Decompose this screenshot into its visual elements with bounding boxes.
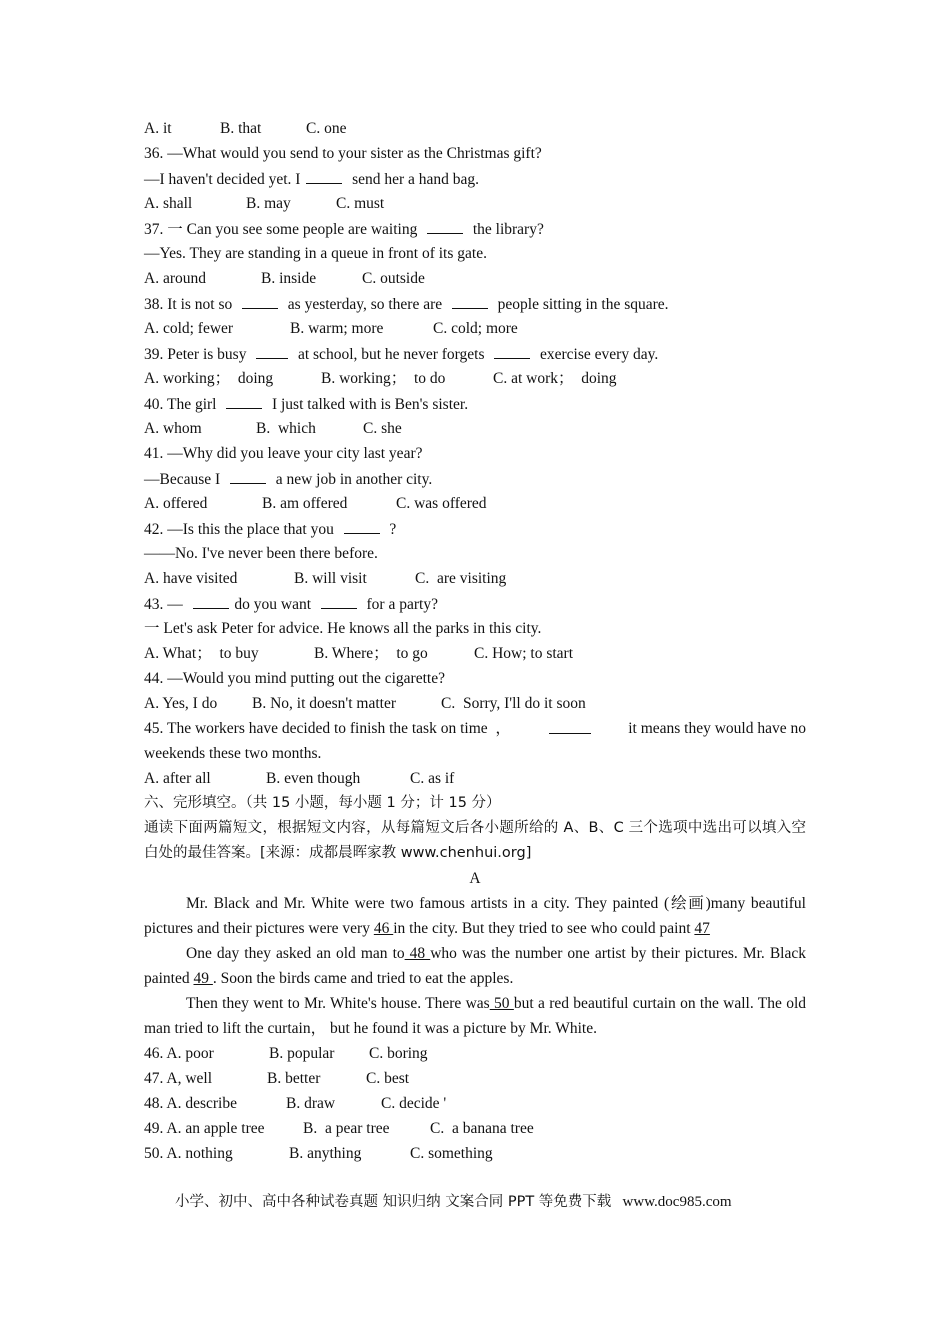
answer-blank [193,591,229,609]
question-45-cont: weekends these two months. [144,745,322,762]
blank-46: 46 [373,920,394,937]
exam-page [144,116,806,1166]
option: B. will visit [294,570,367,587]
text: at school, but he never forgets [297,346,485,363]
cloze-49-options [144,1116,806,1141]
answer-blank [549,716,591,734]
question-45 [144,716,806,741]
option: B. may [246,195,291,212]
blank-50: 50 [489,995,514,1012]
text: people sitting in the square. [497,296,669,313]
answer-blank [344,516,380,534]
q41-options [144,491,806,516]
text: 43. — [144,596,183,613]
option: C. are visiting [415,570,507,587]
passage-paragraph-1 [144,891,806,941]
q36-options [144,191,806,216]
text: a new job in another city. [275,471,433,488]
answer-blank [306,166,342,184]
text: —Because I [144,471,221,488]
q43-options [144,641,806,666]
answer-blank [321,591,357,609]
option: A. shall [144,195,193,212]
question-41: 41. —Why did you leave your city last year? [144,445,423,462]
option: A. around [144,270,206,287]
blank-48: 48 [404,945,431,962]
text: I just talked with is Ben's sister. [271,396,469,413]
option: A. after all [144,770,211,787]
option: A. it [144,120,172,137]
text: 39. Peter is busy [144,346,247,363]
option: C. she [363,420,402,437]
text: 37. 一 Can you see some people are waiting [144,221,418,238]
text: but a red beautiful curtain on the wall. The old man tried to lift the curtain， but he found it was a picture by Mr. White. [144,995,806,1037]
option: 48. A. describe [144,1095,237,1112]
option: B. am offered [262,495,348,512]
question-44: 44. —Would you mind putting out the cigarette? [144,670,445,687]
cloze-46-options [144,1041,806,1066]
option: C. at work； doing [493,370,617,387]
text: Then they went to Mr. White's house. There was [186,995,490,1012]
option: C. best [366,1070,410,1087]
option: 47. A, well [144,1070,213,1087]
option: B. a pear tree [303,1120,390,1137]
question-36-reply [144,166,806,191]
option: A. have visited [144,570,238,587]
answer-blank [242,291,278,309]
option: C. Sorry, I'll do it soon [441,695,586,712]
question-38 [144,291,806,316]
q37-options [144,266,806,291]
question-41-reply [144,466,806,491]
question-42 [144,516,806,541]
text: 42. —Is this the place that you [144,521,334,538]
section-title: 六、完形填空。（共 15 小题，每小题 1 分；计 15 分） [144,795,501,811]
text: Mr. Black and Mr. White were two famous artists in a city. They painted (绘画)many beautiful pictures and their pictures were very [144,895,806,937]
option: C. boring [369,1045,428,1062]
blank-49: 49 [193,970,213,987]
text: in the city. But they tried to see who could paint [393,920,691,937]
text: it means they would have no [628,720,806,737]
question-42-reply: ——No. I've never been there before. [144,545,378,562]
option: A. Yes, I do [144,695,218,712]
question-43-reply: 一 Let's ask Peter for advice. He knows all the parks in this city. [144,620,542,637]
option: C. cold; more [433,320,518,337]
text: exercise every day. [540,346,659,363]
option: B. inside [261,270,317,287]
option: C. must [336,195,385,212]
text: for a party? [366,596,438,613]
text: 38. It is not so [144,296,233,313]
text: 45. The workers have decided to finish the task on time ， [144,720,511,737]
option: B. warm; more [290,320,384,337]
option: B. which [256,420,316,437]
option: A. cold; fewer [144,320,234,337]
q42-options [144,566,806,591]
cloze-47-options [144,1066,806,1091]
option: B. No, it doesn't matter [252,695,396,712]
q45-options [144,766,806,791]
option: C. decide ' [381,1095,447,1112]
q44-options [144,691,806,716]
passage-heading: A [469,870,481,887]
question-43 [144,591,806,616]
option: A. whom [144,420,202,437]
q40-options [144,416,806,441]
footer-link[interactable]: www.doc985.com [622,1194,732,1210]
text: do you want [234,596,312,613]
option: B. working； to do [321,370,446,387]
option: A. What； to buy [144,645,259,662]
option: B. Where； to go [314,645,428,662]
footer-text: 小学、初中、高中各种试卷真题 知识归纳 文案合同 PPT 等免费下载 [175,1194,612,1210]
cloze-50-options [144,1141,806,1166]
question-40 [144,391,806,416]
option: A. offered [144,495,208,512]
q35-options [144,116,806,141]
answer-blank [226,391,262,409]
option: B. popular [269,1045,335,1062]
answer-blank [452,291,488,309]
blank-47: 47 [694,920,710,937]
option: C. one [306,120,347,137]
passage-paragraph-2 [144,941,806,991]
option: B. anything [289,1145,362,1162]
text: —I haven't decided yet. I [144,171,301,188]
option: 46. A. poor [144,1045,214,1062]
text: who was the number one artist by their pictures. Mr. Black painted [144,945,806,987]
passage-paragraph-3 [144,991,806,1041]
question-37-reply: —Yes. They are standing in a queue in front of its gate. [144,245,487,262]
answer-blank [230,466,266,484]
option: B. even though [266,770,361,787]
option: C. How; to start [474,645,574,662]
text: send her a hand bag. [352,171,480,188]
text: 40. The girl [144,396,217,413]
q39-options [144,366,806,391]
answer-blank [427,216,463,234]
text: One day they asked an old man to [186,945,405,962]
option: C. something [410,1145,493,1162]
option: B. that [220,120,262,137]
section-instructions: 通读下面两篇短文，根据短文内容，从每篇短文后各小题所给的 A、B、C 三个选项中选出可以填入空白处的最佳答案。[来源：成都晨晖家教 www.chenhui.org] [144,820,806,861]
option: 49. A. an apple tree [144,1120,265,1137]
question-36: 36. —What would you send to your sister as the Christmas gift? [144,145,542,162]
answer-blank [494,341,530,359]
text: . Soon the birds came and tried to eat the apples. [212,970,514,987]
q38-options [144,316,806,341]
option: 50. A. nothing [144,1145,233,1162]
text: as yesterday, so there are [287,296,443,313]
text: ? [389,521,397,538]
text: the library? [472,221,544,238]
option: A. working； doing [144,370,274,387]
footer [175,1190,732,1211]
option: B. better [267,1070,321,1087]
option: B. draw [286,1095,336,1112]
answer-blank [256,341,288,359]
cloze-48-options [144,1091,806,1116]
option: C. was offered [396,495,487,512]
option: C. outside [362,270,425,287]
option: C. a banana tree [430,1120,534,1137]
question-37 [144,216,806,241]
option: C. as if [410,770,455,787]
question-39 [144,341,806,366]
